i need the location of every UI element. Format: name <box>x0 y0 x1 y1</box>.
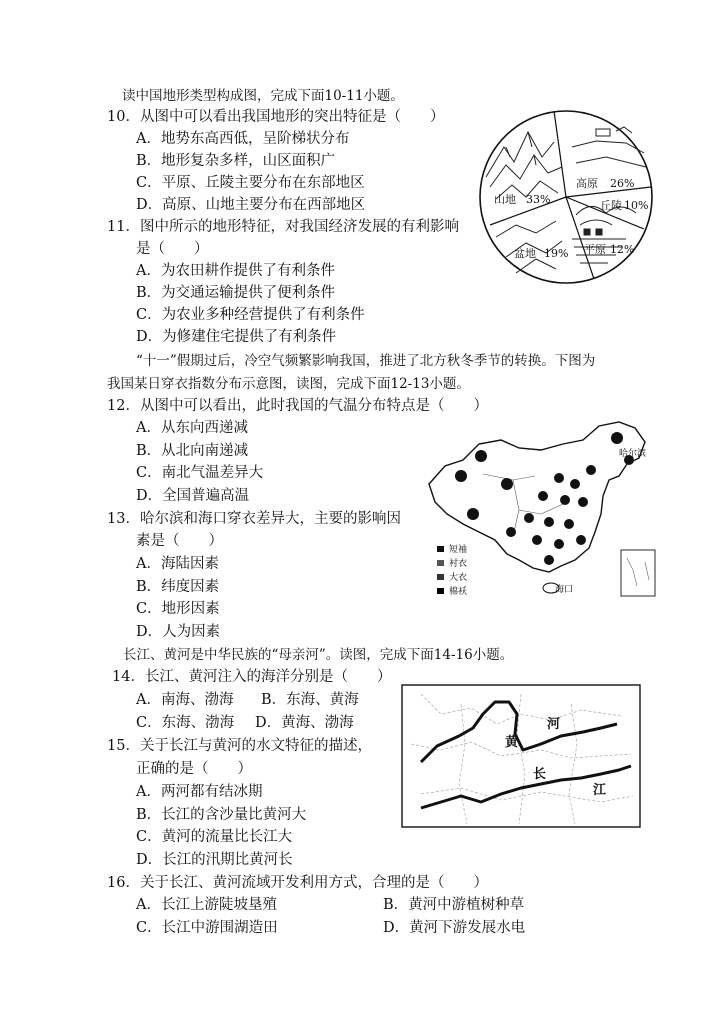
q10-option-c: C．平原、丘陵主要分布在东部地区 <box>136 175 365 191</box>
q13-stem-line2: 素是（ ） <box>136 533 223 549</box>
q15-stem-line1: 15．关于长江与黄河的水文特征的描述， <box>107 738 372 754</box>
q10-option-b: B．地形复杂多样，山区面积广 <box>136 153 336 169</box>
q12-option-c: C．南北气温差异大 <box>136 465 264 481</box>
q12-option-d: D．全国普遍高温 <box>136 488 250 504</box>
q14-option-d: D．黄海、渤海 <box>255 715 354 731</box>
pie-label-plain: 平原 <box>584 243 606 256</box>
q16-stem: 16．关于长江、黄河流域开发利用方式，合理的是（ ） <box>107 875 488 891</box>
q14-option-a: A．南海、渤海 <box>136 692 234 708</box>
intro-14-16: 长江、黄河是中华民族的“母亲河”。读图，完成下面14-16小题。 <box>123 647 514 663</box>
pie-label-basin: 盆地 <box>514 247 536 260</box>
pie-label-plateau: 高原 <box>576 177 598 190</box>
q11-option-a: A．为农田耕作提供了有利条件 <box>136 263 335 279</box>
q15-stem-line2: 正确的是（ ） <box>136 761 252 777</box>
legend-shirt: 衬衣 <box>449 559 468 569</box>
q11-option-c: C．为农业多种经营提供了有利条件 <box>136 307 365 323</box>
intro-12-13-line1: “十一”假期过后，冷空气频繁影响我国，推进了北方秋冬季节的转换。下图为 <box>136 353 596 369</box>
q15-option-a: A．两河都有结冰期 <box>136 784 263 800</box>
q16-option-c: C．长江中游围湖造田 <box>136 920 278 936</box>
q16-option-a: A．长江上游陡坡垦殖 <box>136 897 277 913</box>
intro-12-13-line2: 我国某日穿衣指数分布示意图，读图，完成下面12-13小题。 <box>107 376 470 392</box>
q11-option-b: B．为交通运输提供了便利条件 <box>136 285 336 301</box>
q13-stem-line1: 13．哈尔滨和海口穿衣差异大，主要的影响因 <box>107 511 401 527</box>
q10-option-d: D．高原、山地主要分布在西部地区 <box>136 197 366 213</box>
q13-option-d: D．人为因素 <box>136 624 221 640</box>
q15-option-c: C．黄河的流量比长江大 <box>136 829 293 845</box>
q10-option-a: A．地势东高西低，呈阶梯状分布 <box>136 131 350 147</box>
q12-option-a: A．从东向西递减 <box>136 420 248 436</box>
pie-label-hills: 丘陵 <box>600 199 622 212</box>
q14-stem: 14．长江、黄河注入的海洋分别是（ ） <box>112 669 392 685</box>
q12-stem: 12．从图中可以看出，此时我国的气温分布特点是（ ） <box>107 398 488 414</box>
intro-10-11: 读中国地形类型构成图，完成下面10-11小题。 <box>122 88 404 104</box>
q15-option-d: D．长江的汛期比黄河长 <box>136 852 293 868</box>
label-jiang: 江 <box>593 783 607 798</box>
pie-label-mountain: 山地 <box>494 193 516 206</box>
clothing-index-map <box>423 414 663 604</box>
south-sea-inset <box>621 550 655 596</box>
label-he: 河 <box>547 717 561 732</box>
city-haikou: 海口 <box>555 585 574 595</box>
q15-option-b: B．长江的含沙量比黄河大 <box>136 807 307 823</box>
legend-coat: 大衣 <box>449 573 468 583</box>
q14-option-c: C．东海、渤海 <box>136 715 235 731</box>
terrain-pie-figure <box>476 107 656 287</box>
q10-stem: 10．从图中可以看出我国地形的突出特征是（ ） <box>107 109 445 125</box>
q11-stem-line2: 是（ ） <box>136 241 209 257</box>
q12-option-b: B．从北向南递减 <box>136 443 249 459</box>
pie-value-plateau: 26% <box>610 177 635 190</box>
legend-short-sleeve: 短袖 <box>449 545 468 555</box>
legend-padded-jacket: 棉袄 <box>449 587 468 597</box>
rivers-map <box>401 684 641 828</box>
pie-value-mountain: 33% <box>526 193 551 206</box>
q11-option-d: D．为修建住宅提供了有利条件 <box>136 329 337 345</box>
label-huang: 黄 <box>505 735 519 750</box>
city-harbin: 哈尔滨 <box>619 449 647 459</box>
q13-option-a: A．海陆因素 <box>136 556 219 572</box>
pie-value-hills: 10% <box>624 199 649 212</box>
map-legend <box>437 543 467 597</box>
q16-option-b: B．黄河中游植树种草 <box>383 897 525 913</box>
pie-value-basin: 19% <box>544 247 569 260</box>
q13-option-b: B．纬度因素 <box>136 579 220 595</box>
q11-stem-line1: 11．图中所示的地形特征，对我国经济发展的有利影响 <box>107 219 459 235</box>
q14-option-b: B．东海、黄海 <box>261 692 359 708</box>
label-chang: 长 <box>533 767 547 782</box>
q13-option-c: C．地形因素 <box>136 601 220 617</box>
q16-option-d: D．黄河下游发展水电 <box>383 920 526 936</box>
pie-value-plain: 12% <box>610 243 635 256</box>
